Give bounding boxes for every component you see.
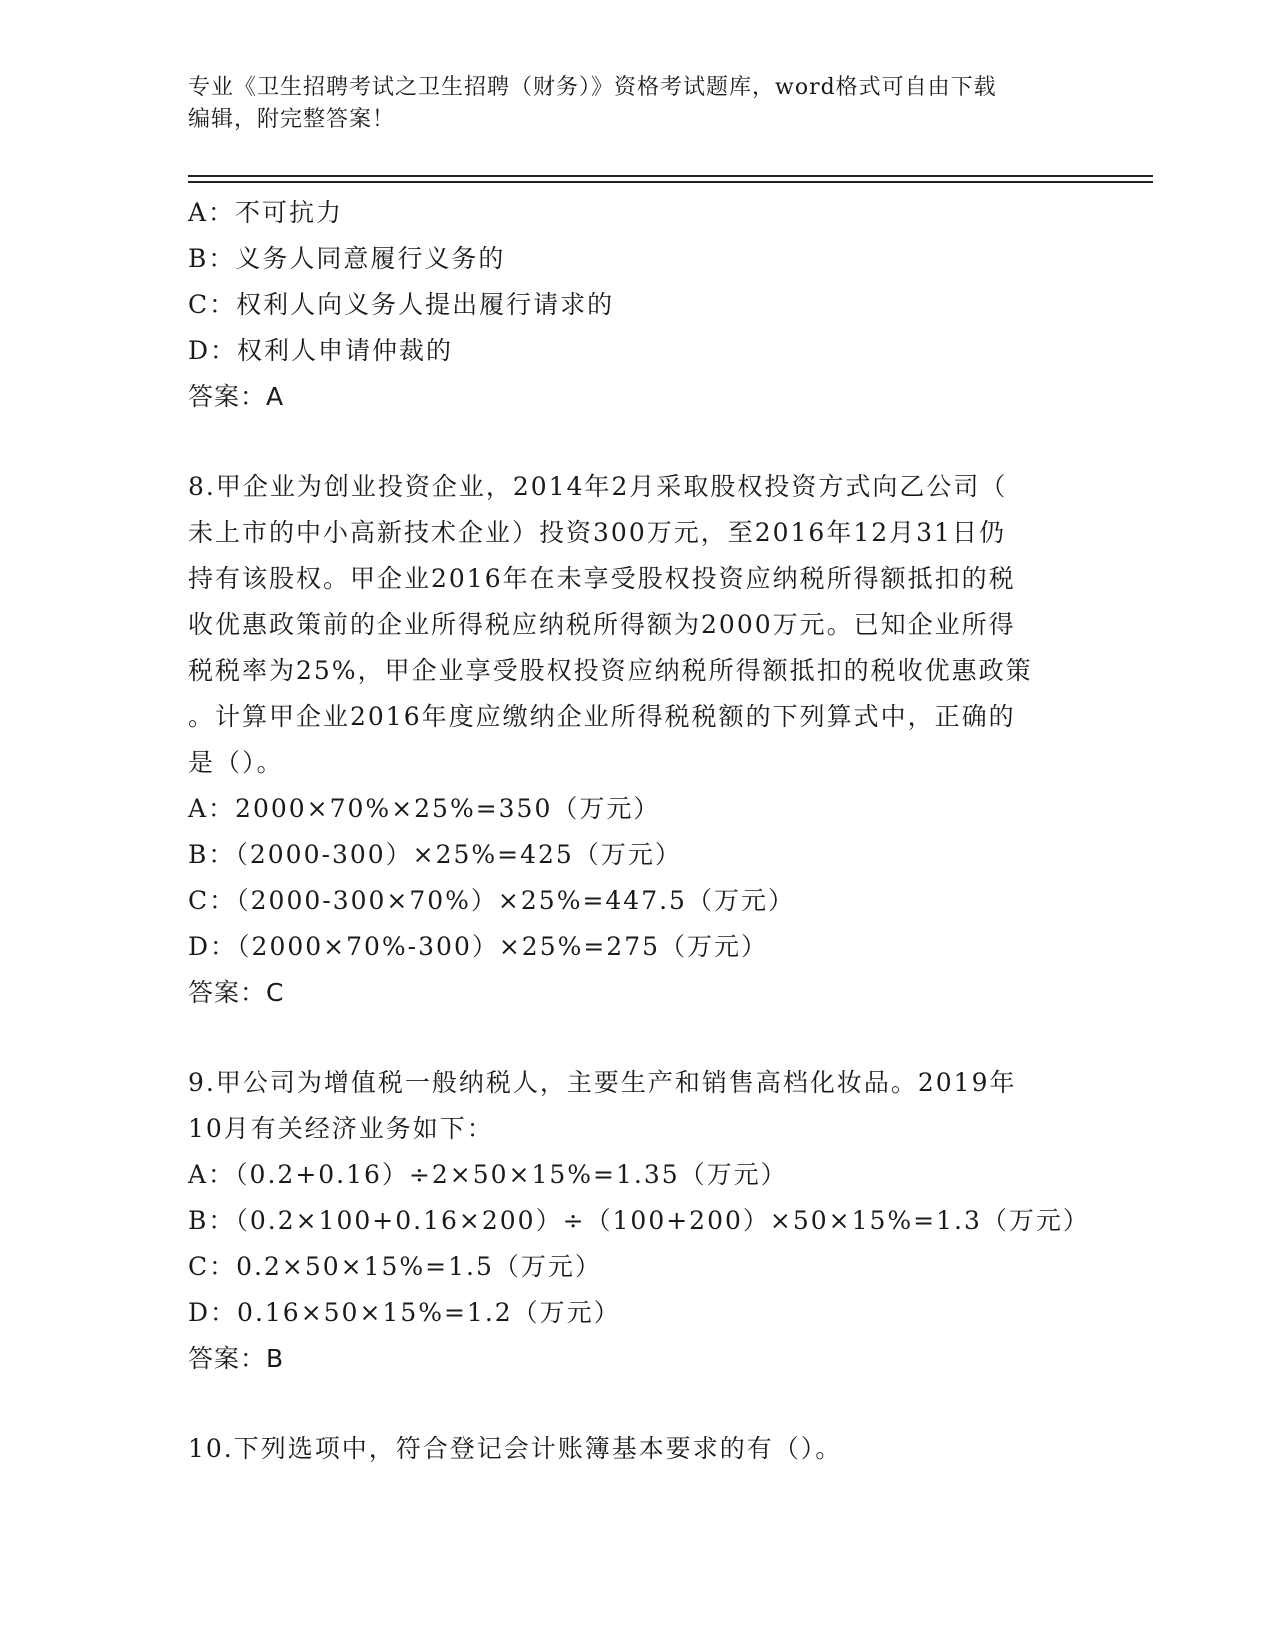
question-9 — [188, 1060, 1090, 1382]
document-header — [188, 72, 1068, 136]
q9-stem-line: 9.甲公司为增值税一般纳税人，主要生产和销售高档化妆品。2019年 — [188, 1068, 1017, 1097]
header-rule-top — [188, 175, 1153, 177]
q9-option-a: A：（0.2+0.16）÷2×50×15%=1.35（万元） — [188, 1160, 788, 1189]
q8-stem-line: 税税率为25%，甲企业享受股权投资应纳税所得额抵扣的税收优惠政策 — [188, 656, 1033, 685]
q8-stem-line: 持有该股权。甲企业2016年在未享受股权投资应纳税所得额抵扣的税 — [188, 564, 1016, 593]
q7-option-d: D：权利人申请仲裁的 — [188, 336, 454, 365]
q8-stem-line: 是（）。 — [188, 748, 284, 777]
q9-option-d: D：0.16×50×15%=1.2（万元） — [188, 1298, 621, 1327]
q7-answer: 答案：A — [188, 382, 285, 411]
header-rule-bottom — [188, 181, 1153, 183]
question-8 — [188, 464, 1078, 1016]
q8-option-b: B：（2000-300）×25%=425（万元） — [188, 840, 682, 869]
q8-stem-line: 。计算甲企业2016年度应缴纳企业所得税税额的下列算式中，正确的 — [188, 702, 1016, 731]
question-10 — [188, 1426, 1078, 1472]
q7-option-b: B：义务人同意履行义务的 — [188, 244, 506, 273]
q10-stem: 10.下列选项中，符合登记会计账簿基本要求的有（）。 — [188, 1434, 843, 1463]
q9-option-b: B：（0.2×100+0.16×200）÷（100+200）×50×15%=1.3（万元） — [188, 1206, 1090, 1235]
q8-answer: 答案：C — [188, 978, 285, 1007]
q7-option-c: C：权利人向义务人提出履行请求的 — [188, 290, 615, 319]
q9-answer: 答案：B — [188, 1344, 285, 1373]
q8-option-c: C：（2000-300×70%）×25%=447.5（万元） — [188, 886, 795, 915]
header-line-1: 专业《卫生招聘考试之卫生招聘（财务）》资格考试题库，word格式可自由下载 — [188, 75, 997, 100]
q7-option-a: A：不可抗力 — [188, 198, 344, 227]
q9-option-c: C：0.2×50×15%=1.5（万元） — [188, 1252, 602, 1281]
q8-stem-line: 8.甲企业为创业投资企业，2014年2月采取股权投资方式向乙公司（ — [188, 472, 1008, 501]
q8-stem-line: 收优惠政策前的企业所得税应纳税所得额为2000万元。已知企业所得 — [188, 610, 1016, 639]
q8-option-a: A：2000×70%×25%=350（万元） — [188, 794, 661, 823]
question-7-options — [188, 190, 1078, 420]
q9-stem-line: 10月有关经济业务如下： — [188, 1114, 494, 1143]
q8-option-d: D：（2000×70%-300）×25%=275（万元） — [188, 932, 769, 961]
q8-stem-line: 未上市的中小高新技术企业）投资300万元，至2016年12月31日仍 — [188, 518, 1006, 547]
question-content — [188, 190, 1090, 1472]
header-line-2: 编辑，附完整答案！ — [188, 107, 396, 132]
